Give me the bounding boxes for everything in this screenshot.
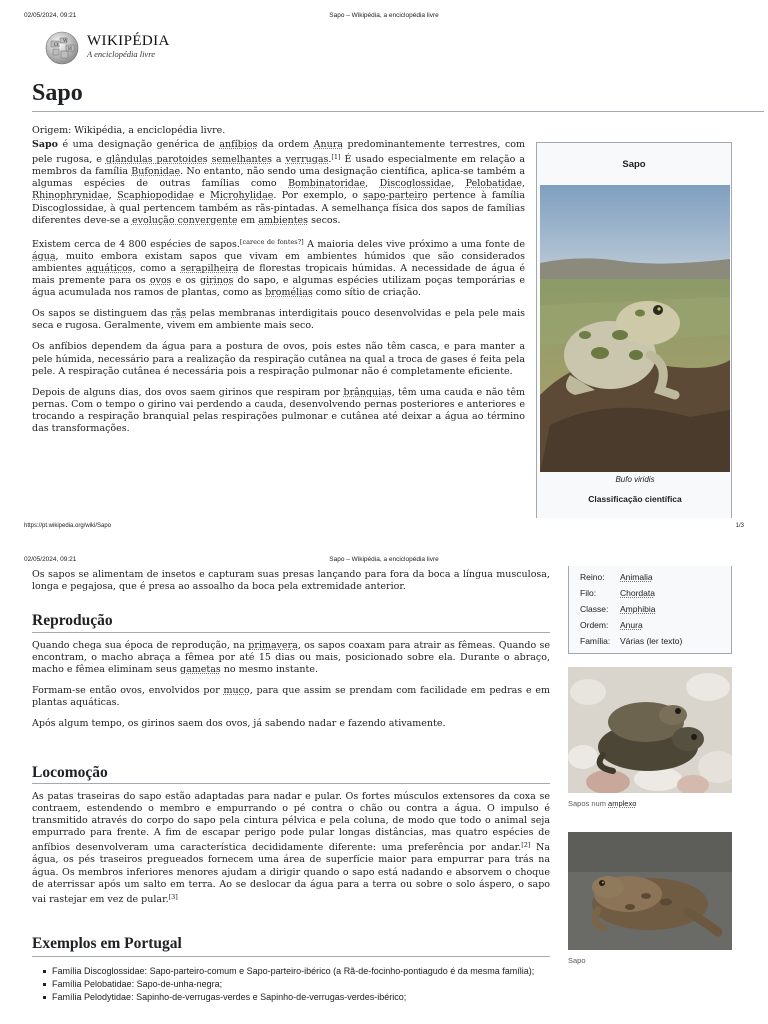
paragraph: Existem cerca de 4 800 espécies de sapos.[carece de fontes?] A maioria deles vive próximo a uma fonte de água, muito embora existam sapos que vivam em ambientes húmidos que são considerados ambientes aquáticos, como a serapilheira de florestas tropicais húmidas. A necessidade de água é mais premente para os ovos e os girinos do sapo, e algumas espécies utilizam poças temporárias e água acumulada nos ramos de plantas, como as bromélias como sítio de criação.	[32, 237, 526, 299]
article-link[interactable]: rãs	[171, 308, 187, 320]
citation-reference[interactable]: [2]	[521, 841, 531, 850]
taxonomy-rank: Ordem:	[580, 620, 609, 630]
paragraph: Sapo é uma designação genérica de anfíbios da ordem Anura predominantemente terrestres, com pele rugosa, e glândulas parotoides semelhantes a verrugas.[1] É usado especialmente em relação a membros da família Bufonidae. No entanto, não sendo uma designação científica, aplica-se também a algumas espécies de outras famílias como Bombinatoridae, Discoglossidae, Pelobatidae, Rhinophrynidae, Scaphiopodidae e Microhylidae. Por exemplo, o sapo-parteiro pertence à família Discoglossidae, à qual pertencem também as rãs-pintadas. A semelhança física dos sapos de famílias diferentes deve-se a evolução convergente em ambientes secos.	[32, 139, 526, 226]
article-link[interactable]: muco	[223, 685, 250, 697]
taxonomy-row	[580, 585, 730, 601]
print-footer	[0, 521, 768, 533]
list-item: Família Pelobatidae: Sapo-de-unha-negra;	[52, 978, 552, 991]
print-url: https://pt.wikipedia.org/wiki/Sapo	[24, 523, 112, 529]
citation-reference[interactable]: [carece de fontes?]	[239, 237, 304, 246]
section-divider	[32, 956, 550, 957]
taxonomy-value[interactable]: Anura	[620, 620, 643, 630]
taxonomy-row	[580, 617, 730, 633]
taxonomy-rank: Filo:	[580, 588, 597, 598]
article-body-page-2	[32, 569, 550, 602]
taxonomy-value[interactable]: Chordata	[620, 588, 655, 598]
svg-text:И: И	[68, 47, 72, 52]
article-link[interactable]: Bufonidae	[131, 166, 181, 178]
citation-reference[interactable]: [1]	[331, 153, 341, 162]
svg-text:W: W	[63, 39, 68, 44]
article-link[interactable]: ambientes	[258, 214, 309, 226]
paragraph: Formam-se então ovos, envolvidos por muco, para que assim se prendam com facilidade em pedras e em plantas aquáticas.	[32, 685, 550, 709]
taxonomy-value[interactable]: Amphibia	[620, 604, 656, 614]
section-divider	[32, 632, 550, 633]
taxonomy-rank: Classe:	[580, 604, 609, 614]
article-link[interactable]: ovos	[149, 275, 172, 287]
article-link[interactable]: primavera	[248, 640, 298, 651]
print-page-number: 1/3	[735, 523, 744, 529]
wordmark-name: WIKIPÉDIA	[87, 33, 170, 49]
article-link[interactable]: glândulas parotoides	[105, 154, 208, 166]
paragraph: Após algum tempo, os girinos saem dos ovos, já sabendo nadar e fazendo ativamente.	[32, 718, 446, 730]
article-link[interactable]: Discoglossidae	[379, 178, 452, 190]
wikipedia-wordmark[interactable]	[87, 33, 170, 59]
article-link[interactable]: Bombinatoridae	[288, 178, 366, 190]
paragraph: Os sapos se distinguem das rãs pelas membranas interdigitais pouco desenvolvidas e pela pele mais seca e rugosa. Geralmente, vivem em ambiente mais seco.	[32, 308, 525, 332]
infobox-continued	[568, 566, 732, 654]
article-link[interactable]: Rã-de-focinho-pontiagudo	[343, 966, 448, 976]
classification-heading: Classificação científica	[588, 494, 682, 504]
thumbnail-sapo	[568, 832, 732, 965]
article-link[interactable]: Pelodytidae	[84, 992, 132, 1002]
thumbnail-amplexo	[568, 667, 732, 808]
paragraph: Os sapos se alimentam de insetos e capturam suas presas lançando para fora da boca a língua musculosa, longa e pegajosa, que é presa ao assoalho da boca pela extremidade anterior.	[32, 569, 550, 593]
print-header	[0, 552, 768, 566]
bold-term: Sapo	[32, 139, 58, 151]
taxonomy-row	[580, 601, 730, 617]
amplexus-photo[interactable]	[568, 667, 732, 793]
article-link[interactable]: Pelobatidae	[84, 979, 132, 989]
article-link[interactable]: semelhantes	[211, 154, 272, 166]
caption-text: Sapos num	[568, 799, 609, 808]
citation-reference[interactable]: [3]	[168, 892, 178, 901]
article-link[interactable]: Sapinho-de-verrugas-verdes	[136, 992, 251, 1002]
article-link[interactable]: Pelobatidae	[465, 178, 522, 190]
article-link[interactable]: verrugas	[285, 154, 329, 166]
title-divider	[32, 111, 764, 112]
taxonomy-rank: Reino:	[580, 572, 605, 582]
toad-photo[interactable]	[540, 185, 730, 472]
thumbnail-caption: Sapo	[568, 956, 586, 965]
infobox-title: Sapo	[622, 159, 646, 170]
print-title: Sapo – Wikipédia, a enciclopédia livre	[329, 12, 439, 19]
taxonomy-rank: Família:	[580, 636, 611, 646]
list-item: Família Pelodytidae: Sapinho-de-verrugas-verdes e Sapinho-de-verrugas-verdes-ibérico;	[52, 991, 552, 1004]
article-link[interactable]: girinos	[200, 275, 234, 287]
article-link[interactable]: água	[32, 250, 56, 262]
thumbnail-caption	[568, 799, 732, 808]
article-link[interactable]: gametas	[180, 664, 221, 676]
toad-on-ground-photo[interactable]	[568, 832, 732, 950]
paragraph: Quando chega sua época de reprodução, na primavera, os sapos coaxam para atrair as fêmeas. Quando se encontram, o macho abraça a fêmea por até 15 dias ou mais, posicionado sobre ela. Durante o abraço, macho e fêmea eliminam seus gametas no mesmo instante.	[32, 640, 551, 676]
taxonomy-value[interactable]: Animalia	[620, 572, 653, 582]
examples-list	[52, 965, 552, 1004]
infobox	[536, 142, 732, 518]
infobox-image-caption: Bufo viridis	[615, 475, 655, 484]
print-header	[0, 8, 768, 22]
print-date: 02/05/2024, 09:21	[24, 12, 77, 19]
article-link[interactable]: anfíbios	[219, 139, 258, 151]
wordmark-slogan: A enciclopédia livre	[87, 49, 155, 59]
paragraph: Os anfíbios dependem da água para a postura de ovos, pois estes não têm casca, e para manter a pele húmida, necessário para a realização da respiração cutânea na qual a troca de gases é feita pela pele. A respiração cutânea é necessária pois a respiração pulmonar não é completamente eficiente.	[32, 341, 525, 377]
section-heading-exemplos-portugal: Exemplos em Portugal	[32, 935, 182, 952]
page-title: Sapo	[32, 80, 83, 106]
section-heading-locomocao: Locomoção	[32, 764, 108, 781]
article-link[interactable]: Scaphiopodidae	[117, 190, 194, 202]
article-link[interactable]: Sapo-parteiro-ibérico	[246, 966, 331, 976]
print-title: Sapo – Wikipédia, a enciclopédia livre	[329, 556, 439, 563]
article-link[interactable]: aquáticos	[86, 262, 133, 274]
section-reproducao	[32, 640, 550, 740]
print-date: 02/05/2024, 09:21	[24, 556, 77, 563]
article-link[interactable]: evolução convergente	[131, 214, 238, 226]
wikipedia-globe-icon[interactable]	[44, 30, 80, 66]
section-locomocao	[32, 791, 550, 915]
paragraph: Depois de alguns dias, dos ovos saem girinos que respiram por brânquias, têm uma cauda e não têm pernas. Com o tempo o girino vai perdendo a cauda, desenvolvendo pernas posteriores e anteriores e trocando a respiração branquial pelas respirações pulmonar e cutânea até deixar a água ao término das transformações.	[32, 386, 525, 434]
taxonomy-row	[580, 633, 730, 649]
article-link[interactable]: Sapinho-de-verrugas-verdes-ibérico	[260, 992, 404, 1002]
taxonomy-row	[580, 569, 730, 585]
article-link[interactable]: Microhylidae	[210, 190, 274, 202]
article-link[interactable]: Anura	[313, 139, 343, 151]
section-divider	[32, 783, 550, 784]
article-link[interactable]: brânquias	[343, 386, 392, 398]
article-link[interactable]: bromélias	[265, 287, 313, 299]
article-link[interactable]: Rhinophrynidae	[32, 190, 109, 202]
article-link[interactable]: Sapo-parteiro-comum	[149, 966, 237, 976]
section-heading-reproducao: Reprodução	[32, 612, 113, 629]
paragraph: As patas traseiras do sapo estão adaptadas para nadar e pular. Os fortes músculos extensores da coxa se contraem, estendendo o membro e empurrando o pé contra o chão ou contra a água. O impulso é transmitido através do corpo do sapo pela cintura pélvica e pela coluna, de modo que todo o animal seja empurrado para frente. A fim de escapar perigo pode pular longas distâncias, mas quatro espécies de anfíbios desenvolveram uma característica decididamente diferente: uma preferência por andar.[2] Na água, os pés traseiros pregueados fornecem uma área de superfície maior para empurrar para trás na água. Os membros inferiores menores ajudam a dirigir quando o sapo está nadando e absorvem o choque de aterrissar após um salto em terra. Ao se deslocar da água para a terra ou sobre o solo áspero, o sapo vai rastejar em vez de pular.[3]	[32, 791, 551, 905]
article-link[interactable]: Sapo-de-unha-negra	[136, 979, 220, 989]
article-link[interactable]: serapilheira	[180, 262, 239, 274]
list-item: Família Discoglossidae: Sapo-parteiro-comum e Sapo-parteiro-ibérico (a Rã-de-focinho-pontiagudo é da mesma família);	[52, 965, 552, 978]
taxonomy-table	[580, 569, 730, 649]
caption-link-amplexo[interactable]: amplexo	[608, 799, 637, 808]
article-link[interactable]: sapo-parteiro	[363, 190, 428, 202]
article-link[interactable]: Discoglossidae	[84, 966, 145, 976]
origin-note: Origem: Wikipédia, a enciclopédia livre.	[32, 125, 226, 136]
svg-text:Ω: Ω	[54, 42, 59, 48]
taxonomy-value: Várias (ler texto)	[620, 636, 683, 646]
article-body-page-1	[32, 125, 525, 444]
